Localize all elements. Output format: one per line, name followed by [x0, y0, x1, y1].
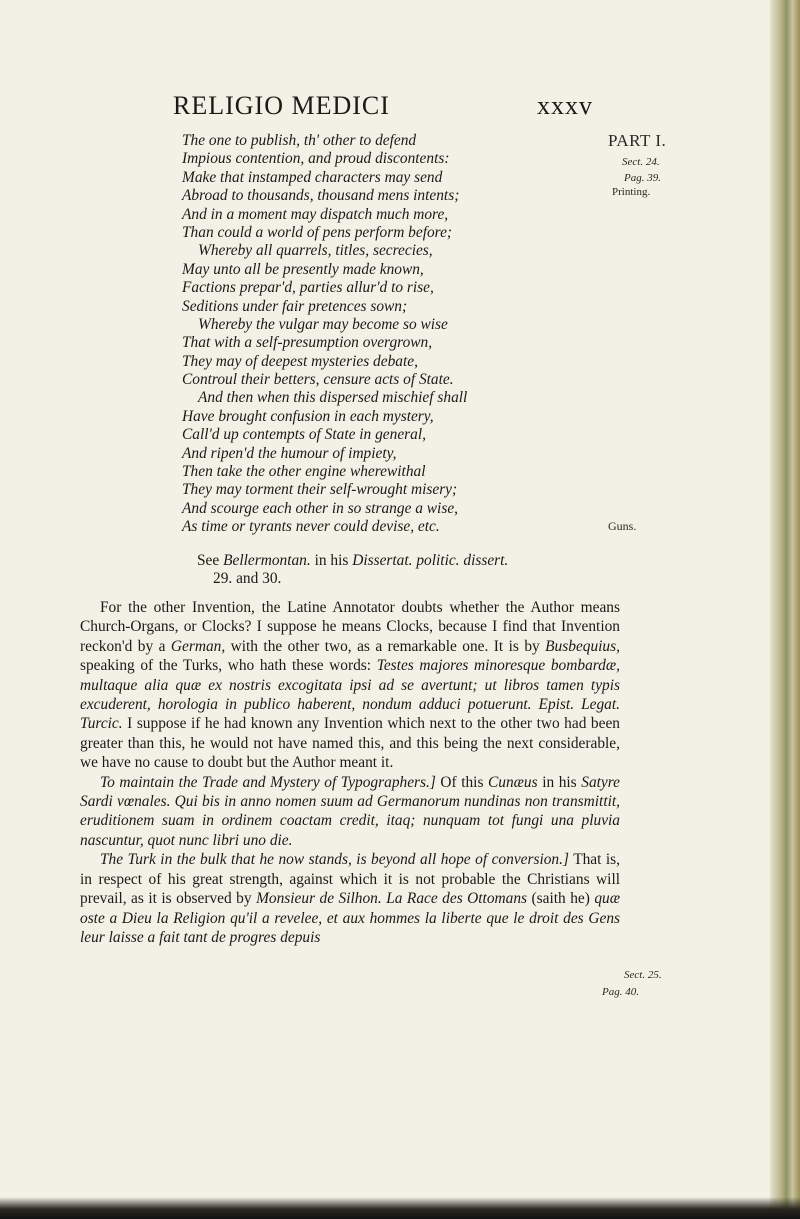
running-head: [173, 91, 593, 121]
text-span: That is, in respect of his great strength, against which it is not probable the Christians will prevail, as it is observed by: [80, 851, 620, 908]
margin-pag2: Pag. 40.: [602, 986, 639, 998]
text-italic: Monsieur de Silhon. La Race des Ottomans: [256, 890, 528, 908]
margin-pag: Pag. 39.: [624, 172, 661, 184]
paragraph-turk: [80, 850, 620, 947]
bottom-edge-shadow: [0, 1197, 800, 1219]
poem-line: And in a moment may dispatch much more,: [182, 205, 449, 223]
poem-line: They may of deepest mysteries debate,: [182, 352, 418, 370]
poem-line: Controul their betters, censure acts of State.: [182, 371, 454, 389]
text-italic: Busbequius,: [545, 637, 620, 655]
latin-quotation: Satyre Sardi vœnales. Qui bis in anno nomen suum ad Germanorum nundinas non transmittit, eruditionem suam in ordinem coactam credit, itaq; nunquam tot fungi una pluvia nascuntur, quot nunc libri uno die.: [80, 773, 620, 849]
poem-line: Abroad to thousands, thousand mens intents;: [182, 187, 460, 205]
ref-dissertat: Dissertat. politic. dissert.: [352, 552, 509, 569]
page-number: xxxv: [537, 91, 593, 120]
poem-line: And ripen'd the humour of impiety,: [182, 444, 397, 462]
poem-block: [182, 132, 622, 537]
french-quotation: quæ oste a Dieu la Religion qu'il a revelee, et aux hommes la liberte que le droit des Gens leur laisse a fait tant de progres depuis: [80, 890, 620, 946]
text-span: (saith he): [531, 890, 590, 908]
poem-line: And scourge each other in so strange a wise,: [182, 499, 459, 517]
latin-quotation: Testes majores minoresque bombardæ, multaque alia quæ ex nostris excogitata ipsi ad se avertunt; ut libros tamen typis excuderent, horologia in publico haberent, nondum adduci potuerunt. Epist. Legat. Turcic.: [80, 657, 620, 733]
poem-line: Make that instamped characters may send: [182, 168, 443, 186]
running-title: RELIGIO MEDICI: [173, 91, 390, 120]
poem-line: That with a self-presumption overgrown,: [182, 334, 433, 352]
text-span: For the other Invention, the Latine Annotator doubts whether the Author means Church-Organs, or Clocks? I suppose he means Clocks, because I find that Invention reckon'd by a: [80, 599, 620, 655]
text-span: in his: [542, 773, 577, 791]
quoted-lemma: To maintain the Trade and Mystery of Typographers.]: [100, 773, 436, 791]
poem-line: Seditions under fair pretences sown;: [182, 297, 408, 315]
poem-line: Call'd up contempts of State in general,: [182, 426, 426, 444]
poem-line: And then when this dispersed mischief shall: [198, 389, 468, 407]
poem-line: Then take the other engine wherewithal: [182, 463, 426, 481]
margin-sect: Sect. 24.: [622, 156, 660, 168]
margin-part: PART I.: [608, 131, 667, 150]
text-span: I suppose if he had known any Invention which next to the other two had been greater than this, he would not have named this, and this being the next considerable, we have no cause to doubt but the Author meant it.: [80, 715, 620, 772]
text-span: speaking of the Turks, who hath these words:: [80, 657, 372, 675]
poem-line: Whereby the vulgar may become so wise: [198, 315, 448, 333]
poem-line: Than could a world of pens perform before;: [182, 223, 453, 241]
margin-guns: Guns.: [608, 519, 637, 533]
margin-sect2: Sect. 25.: [624, 969, 662, 981]
poem-line: Impious contention, and proud discontents:: [182, 150, 450, 168]
text-italic: German,: [170, 637, 226, 655]
quoted-lemma: The Turk in the bulk that he now stands, is beyond all hope of conversion.]: [100, 851, 569, 869]
paragraph-inventions: [80, 598, 620, 773]
poem-line: They may torment their self-wrought misery;: [182, 481, 458, 499]
poem-line: Have brought confusion in each mystery,: [182, 407, 434, 425]
text-span: Of this: [440, 773, 484, 791]
ref-in-his: in his: [314, 552, 349, 569]
paragraph-typographers: [80, 773, 620, 851]
poem-line: May unto all be presently made known,: [182, 260, 424, 278]
poem-line: Factions prepar'd, parties allur'd to rise,: [182, 279, 434, 297]
page-edge-shadow: [770, 0, 800, 1219]
poem-line: The one to publish, th' other to defend: [182, 132, 417, 149]
text-italic: Cunæus: [488, 773, 538, 791]
ref-work: Bellermontan.: [223, 552, 311, 569]
prose-block: [80, 598, 620, 947]
ref-pages: 29. and 30.: [213, 570, 282, 588]
reference-note: [197, 552, 637, 589]
ref-see: See: [197, 552, 220, 569]
poem-line: As time or tyrants never could devise, etc.: [182, 518, 440, 536]
text-span: with the other two, as a remarkable one. It is by: [230, 637, 540, 655]
margin-printing: Printing.: [612, 186, 651, 198]
poem-line: Whereby all quarrels, titles, secrecies,: [198, 242, 433, 260]
